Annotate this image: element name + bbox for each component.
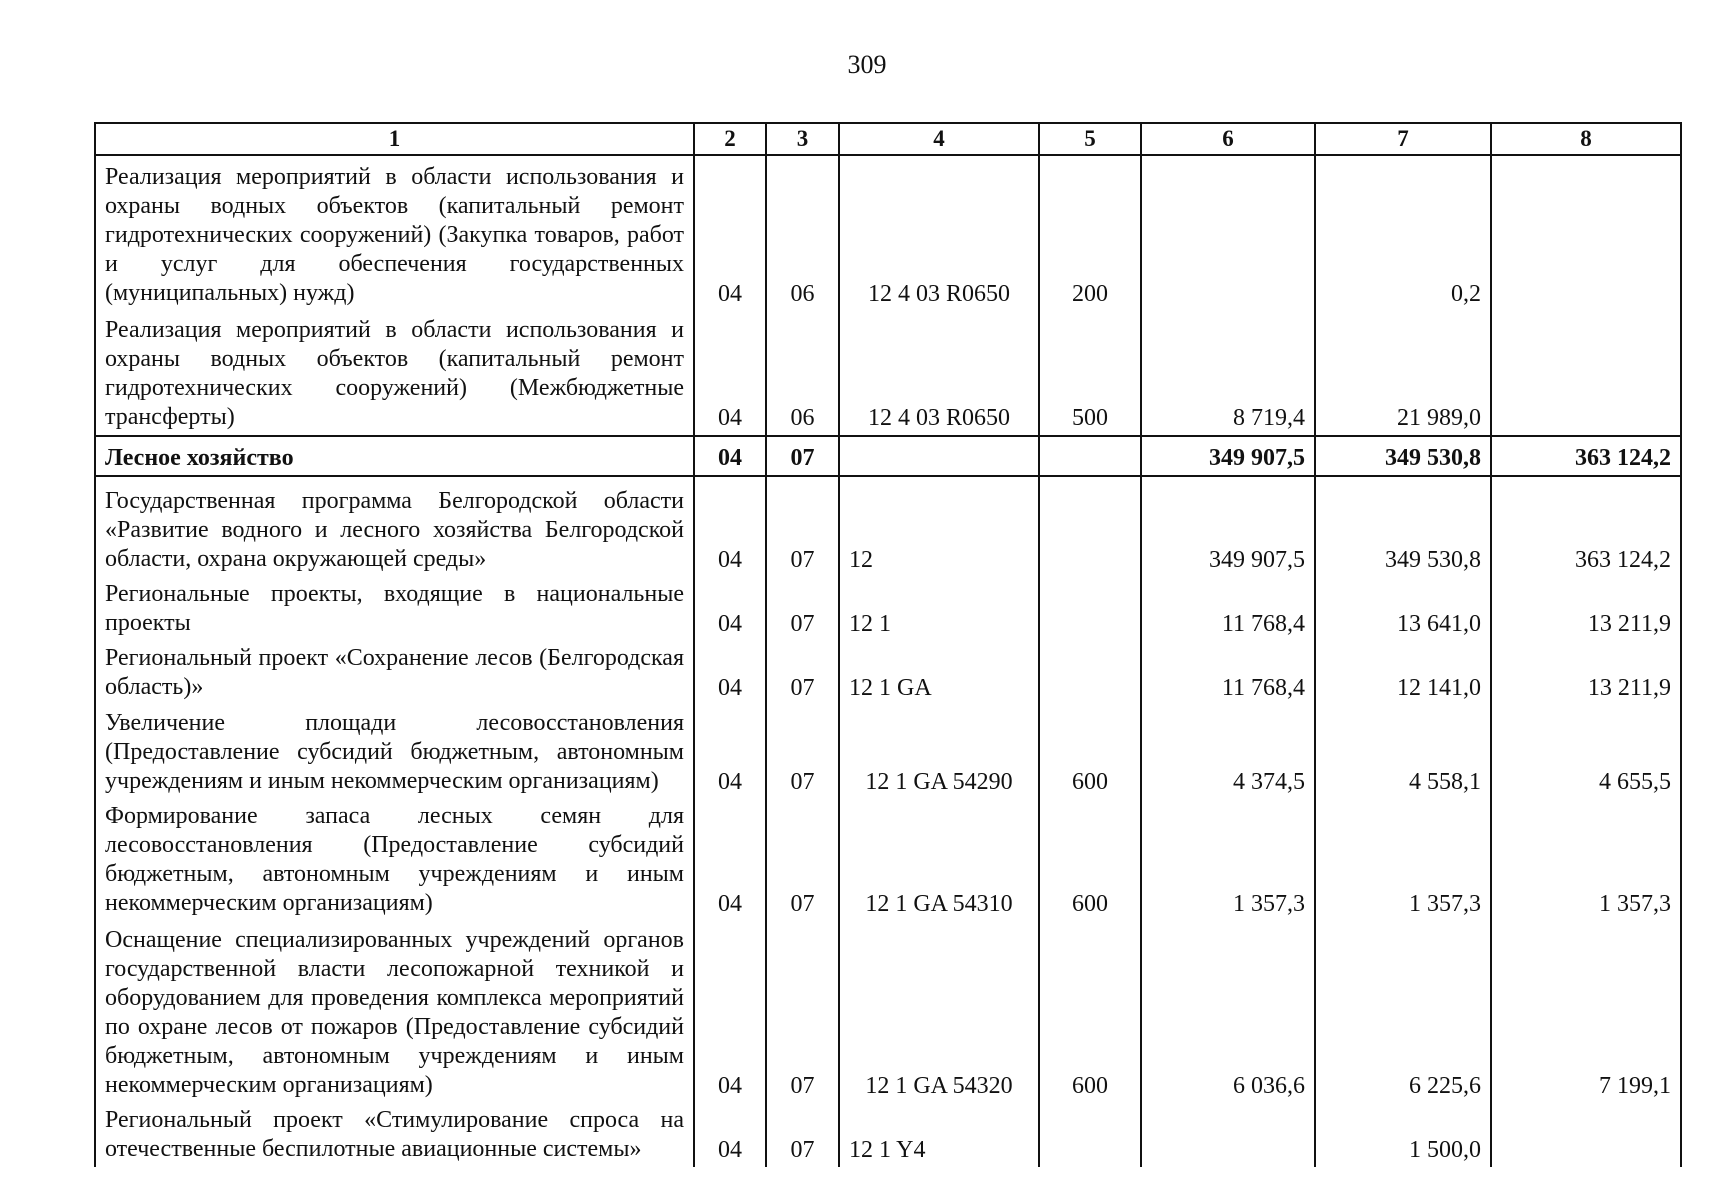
table-row (95, 311, 1681, 436)
row-value-8 (1491, 155, 1681, 311)
section-row (95, 436, 1681, 476)
row-value-7: 6 225,6 (1315, 921, 1491, 1103)
row-vr: 200 (1039, 155, 1141, 311)
row-csr: 12 4 03 R0650 (839, 311, 1039, 436)
header-col-3: 3 (766, 123, 839, 155)
row-vr (1039, 436, 1141, 476)
table-row (95, 1103, 1681, 1167)
header-col-7: 7 (1315, 123, 1491, 155)
header-col-6: 6 (1141, 123, 1315, 155)
row-pr: 07 (766, 799, 839, 921)
row-rz: 04 (694, 641, 766, 705)
row-rz: 04 (694, 436, 766, 476)
row-rz: 04 (694, 921, 766, 1103)
row-value-6: 349 907,5 (1141, 476, 1315, 577)
row-name: Увеличение площади лесовосстановления (Предоставление субсидий бюджетным, автономным учреждениям и иным некоммерческим организациям) (95, 705, 694, 799)
row-value-7: 13 641,0 (1315, 577, 1491, 641)
table-row (95, 155, 1681, 311)
row-csr: 12 1 GA 54290 (839, 705, 1039, 799)
row-vr: 600 (1039, 799, 1141, 921)
header-row (95, 123, 1681, 155)
row-name: Региональные проекты, входящие в национальные проекты (95, 577, 694, 641)
row-rz: 04 (694, 705, 766, 799)
row-value-7: 1 357,3 (1315, 799, 1491, 921)
row-pr: 07 (766, 921, 839, 1103)
row-value-8: 13 211,9 (1491, 577, 1681, 641)
row-rz: 04 (694, 311, 766, 436)
row-csr: 12 1 GA 54320 (839, 921, 1039, 1103)
header-col-4: 4 (839, 123, 1039, 155)
row-value-6: 11 768,4 (1141, 641, 1315, 705)
row-value-8 (1491, 311, 1681, 436)
row-value-8: 13 211,9 (1491, 641, 1681, 705)
row-vr: 500 (1039, 311, 1141, 436)
row-value-6 (1141, 155, 1315, 311)
row-value-7: 1 500,0 (1315, 1103, 1491, 1167)
row-rz: 04 (694, 577, 766, 641)
table-row (95, 641, 1681, 705)
row-name: Формирование запаса лесных семян для лесовосстановления (Предоставление субсидий бюджетным, автономным учреждениям и иным некоммерческим организациям) (95, 799, 694, 921)
row-value-6: 4 374,5 (1141, 705, 1315, 799)
table-row (95, 799, 1681, 921)
row-value-8: 7 199,1 (1491, 921, 1681, 1103)
row-name: Реализация мероприятий в области использования и охраны водных объектов (капитальный ремонт гидротехнических сооружений) (Межбюджетные трансферты) (95, 311, 694, 436)
row-value-7: 21 989,0 (1315, 311, 1491, 436)
row-value-8 (1491, 1103, 1681, 1167)
row-rz: 04 (694, 476, 766, 577)
row-value-7: 349 530,8 (1315, 476, 1491, 577)
row-pr: 07 (766, 436, 839, 476)
row-rz: 04 (694, 155, 766, 311)
row-csr: 12 1 GA 54310 (839, 799, 1039, 921)
row-vr (1039, 641, 1141, 705)
row-rz: 04 (694, 1103, 766, 1167)
row-value-6: 11 768,4 (1141, 577, 1315, 641)
header-col-8: 8 (1491, 123, 1681, 155)
row-pr: 07 (766, 641, 839, 705)
row-vr (1039, 1103, 1141, 1167)
row-vr: 600 (1039, 921, 1141, 1103)
row-vr (1039, 476, 1141, 577)
row-value-6: 6 036,6 (1141, 921, 1315, 1103)
row-name: Реализация мероприятий в области использования и охраны водных объектов (капитальный ремонт гидротехнических сооружений) (Закупка товаров, работ и услуг для обеспечения государственных (муниципальных) нужд) (95, 155, 694, 311)
row-csr: 12 (839, 476, 1039, 577)
row-csr: 12 4 03 R0650 (839, 155, 1039, 311)
row-value-8: 1 357,3 (1491, 799, 1681, 921)
table-row (95, 921, 1681, 1103)
row-value-6: 349 907,5 (1141, 436, 1315, 476)
row-csr (839, 436, 1039, 476)
row-value-7: 12 141,0 (1315, 641, 1491, 705)
row-vr (1039, 577, 1141, 641)
row-csr: 12 1 Y4 (839, 1103, 1039, 1167)
row-csr: 12 1 (839, 577, 1039, 641)
row-value-6 (1141, 1103, 1315, 1167)
header-col-2: 2 (694, 123, 766, 155)
row-name: Региональный проект «Сохранение лесов (Белгородская область)» (95, 641, 694, 705)
section-name: Лесное хозяйство (95, 436, 694, 476)
row-value-7: 0,2 (1315, 155, 1491, 311)
header-col-5: 5 (1039, 123, 1141, 155)
row-csr: 12 1 GA (839, 641, 1039, 705)
page-number: 309 (847, 50, 887, 79)
table-row (95, 476, 1681, 577)
row-pr: 07 (766, 1103, 839, 1167)
row-value-8: 363 124,2 (1491, 436, 1681, 476)
row-pr: 07 (766, 705, 839, 799)
row-value-8: 4 655,5 (1491, 705, 1681, 799)
row-value-6: 8 719,4 (1141, 311, 1315, 436)
row-pr: 06 (766, 155, 839, 311)
row-name: Региональный проект «Стимулирование спроса на отечественные беспилотные авиационные системы» (95, 1103, 694, 1167)
row-value-6: 1 357,3 (1141, 799, 1315, 921)
row-value-7: 349 530,8 (1315, 436, 1491, 476)
row-pr: 06 (766, 311, 839, 436)
row-name: Государственная программа Белгородской области «Развитие водного и лесного хозяйства Белгородской области, охрана окружающей среды» (95, 476, 694, 577)
row-name: Оснащение специализированных учреждений органов государственной власти лесопожарной техникой и оборудованием для проведения комплекса мероприятий по охране лесов от пожаров (Предоставление субсидий бюджетным, автономным учреждениям и иным некоммерческим организациям) (95, 921, 694, 1103)
row-pr: 07 (766, 577, 839, 641)
header-col-1: 1 (95, 123, 694, 155)
table-row (95, 705, 1681, 799)
table-row (95, 577, 1681, 641)
row-value-8: 363 124,2 (1491, 476, 1681, 577)
row-pr: 07 (766, 476, 839, 577)
budget-table (94, 122, 1682, 1167)
row-value-7: 4 558,1 (1315, 705, 1491, 799)
row-vr: 600 (1039, 705, 1141, 799)
row-rz: 04 (694, 799, 766, 921)
